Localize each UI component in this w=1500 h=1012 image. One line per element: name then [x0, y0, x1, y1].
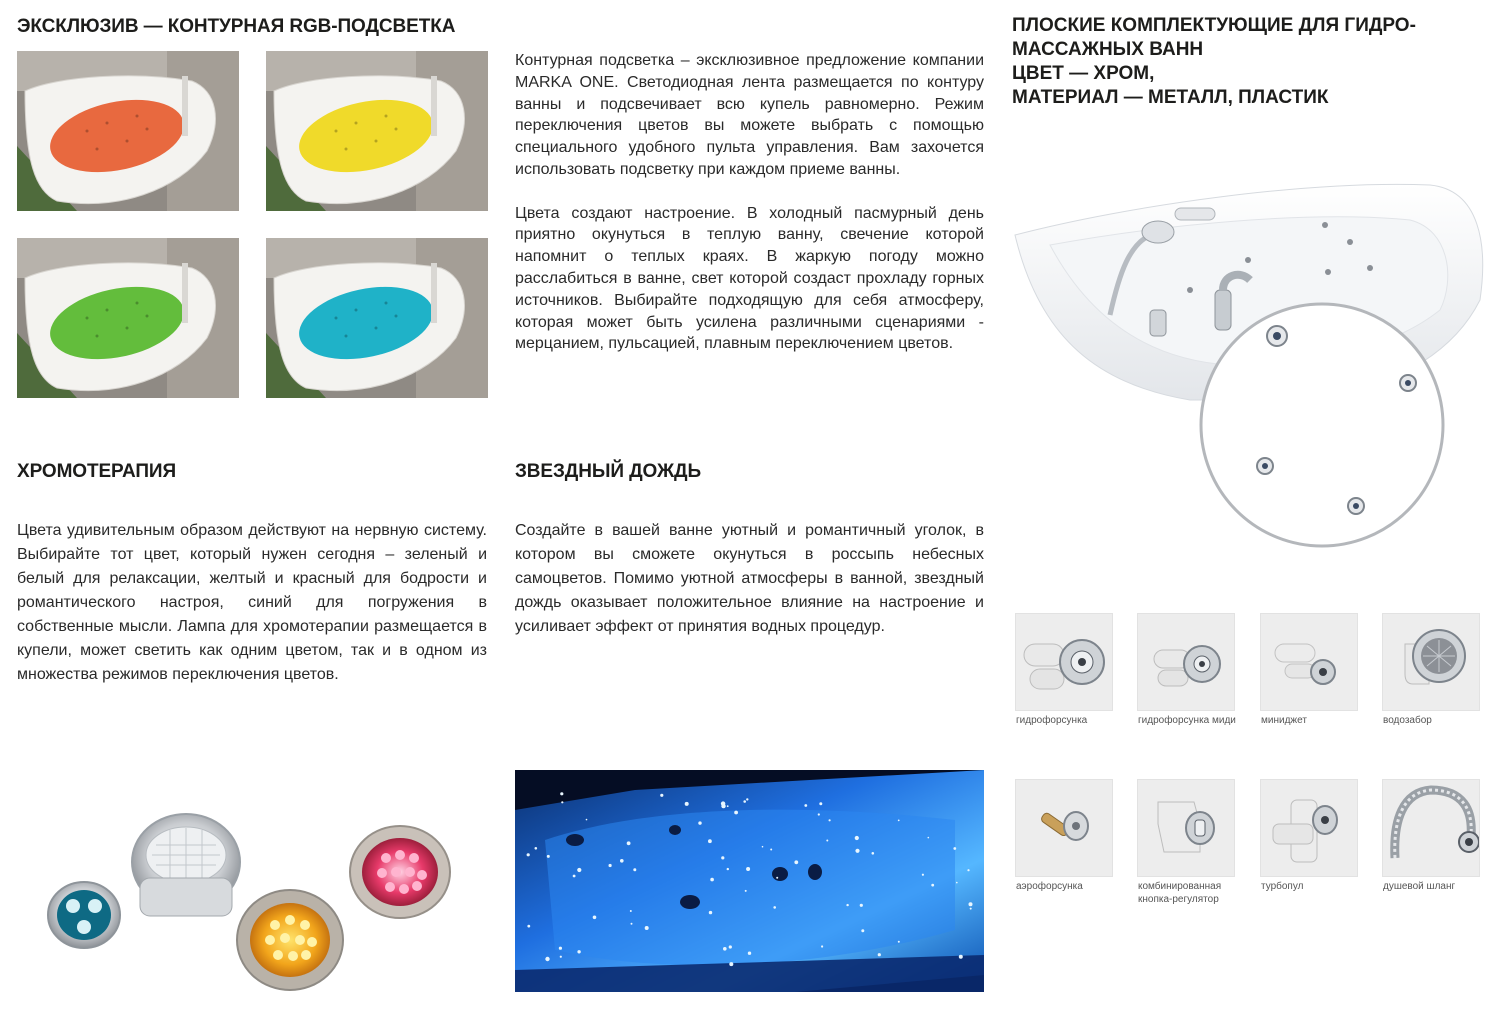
star-light [723, 947, 727, 951]
star-light [804, 804, 807, 807]
star-light [748, 952, 751, 955]
star-light [721, 856, 724, 859]
bath-with-jets-illustration [1010, 150, 1490, 560]
star-light [931, 884, 934, 887]
star-light [547, 855, 550, 858]
component-caption: водозабор [1383, 715, 1432, 726]
chromo-title: ХРОМОТЕРАПИЯ [17, 461, 177, 482]
star-light [855, 836, 859, 840]
star-light [631, 923, 633, 925]
star-light [878, 953, 881, 956]
rgb-bath-thumbnail [17, 238, 239, 398]
star-light [898, 820, 900, 822]
chromotherapy-lamps-image [40, 800, 480, 1000]
star-light [545, 957, 549, 961]
star-light [710, 878, 714, 882]
star-light [773, 906, 776, 909]
star-light [560, 956, 562, 958]
rgb-paragraph-2: Цвета создают настроение. В холодный пасмурный день приятно окунуться в теплую ванну, свечение которой напомнит о теплых краях. В жаркую погоду можно расслабиться в ванне, свет которой создаст прохладу горных источников. Выбирайте подходящую для себя атмосферу, которая может быть усилена различными сценариями - мерцанием, пульсацией, плавным переключением цветов. [515, 204, 984, 353]
star-light [860, 904, 863, 907]
star-light [708, 839, 712, 843]
component-tile [1015, 779, 1113, 877]
minijet-icon [1261, 614, 1357, 710]
starry-rain-photo [515, 770, 984, 992]
star-light [698, 821, 701, 824]
chromo-text: Цвета удивительным образом действуют на нервную систему. Выбирайте тот цвет, который нужен сегодня – зеленый и белый для релаксации, желтый и красный для бодрости и романтического настроя, синий для погружения в собственные мысли. Лампа для хромотерапии размещается в купели, может светить как одним цветом, так и в одном из множества режимов переключения цветов. [17, 522, 487, 683]
component-caption: душевой шланг [1383, 881, 1456, 892]
star-light [727, 868, 729, 870]
component-caption: комбинированная кнопка-регулятор [1138, 881, 1222, 905]
star-light [609, 864, 612, 867]
star-light [922, 874, 924, 876]
star-light [559, 947, 562, 950]
star-light [776, 877, 778, 879]
star-light [721, 801, 725, 805]
star-light [770, 849, 772, 851]
star-light [593, 916, 597, 920]
rgb-bath-thumbnail [17, 51, 239, 211]
star-light [527, 925, 530, 928]
star-light [826, 840, 828, 842]
star-light [746, 867, 750, 871]
star-light [660, 794, 663, 797]
star-light [734, 811, 738, 815]
components-title-line-4: МАТЕРИАЛ — МЕТАЛЛ, ПЛАСТИК [1012, 87, 1329, 108]
star-light [762, 846, 764, 848]
star-light [709, 911, 712, 914]
star-light [729, 962, 733, 966]
component-caption: турбопул [1261, 881, 1304, 892]
component-tile [1015, 613, 1113, 711]
component-tile [1137, 779, 1235, 877]
star-light [577, 868, 581, 872]
component-tile [1260, 613, 1358, 711]
shower-hose-icon [1383, 780, 1479, 876]
combo-button-icon [1138, 780, 1234, 876]
star-light [959, 955, 963, 959]
star-light [818, 813, 820, 815]
star-light [743, 800, 746, 803]
star-light [846, 904, 848, 906]
star-light [746, 798, 748, 800]
star-light [527, 853, 530, 856]
star-light [627, 841, 631, 845]
components-title-line-3: ЦВЕТ — ХРОМ, [1012, 63, 1155, 84]
star-light [861, 929, 864, 932]
star-light [586, 819, 588, 821]
star-light [630, 910, 632, 912]
hydromassage-bath-photo [1010, 150, 1490, 560]
component-caption: гидрофорсунка миди [1138, 715, 1236, 726]
star-light [970, 908, 972, 910]
star-light [855, 849, 859, 853]
component-tile [1382, 613, 1480, 711]
rgb-description [515, 50, 984, 377]
star-light [928, 837, 930, 839]
rgb-bath-thumbnail [266, 51, 488, 211]
star-light [561, 801, 563, 803]
component-tile [1137, 613, 1235, 711]
stars-text: Создайте в вашей ванне уютный и романтичный уголок, в котором вы сможете окунуться в россыпь небесных самоцветов. Помимо уютной атмосферы в ванной, звездный дождь оказывает положительное влияние на настроение и усиливает эффект от принятия водных процедур. [515, 522, 984, 635]
star-light [573, 875, 576, 878]
starry-bath-illustration [515, 770, 984, 992]
star-light [821, 945, 823, 947]
components-title [1012, 14, 1416, 110]
star-light [633, 868, 636, 871]
star-light [685, 802, 689, 806]
rgb-section-title: ЭКСКЛЮЗИВ — КОНТУРНАЯ RGB-ПОДСВЕТКА [17, 16, 456, 37]
water-intake-icon [1383, 614, 1479, 710]
star-light [953, 847, 956, 850]
star-light [620, 859, 624, 863]
rgb-paragraph-1: Контурная подсветка – эксклюзивное предложение компании MARKA ONE. Светодиодная лента размещается по контуру ванны и подсвечивает всю купель равномерно. Режим переключения цветов вы можете выбрать с помощью специального удобного пульта управления. Вам захочется использовать подсветку при каждом приеме ванны. [515, 52, 984, 178]
stars-title: ЗВЕЗДНЫЙ ДОЖДЬ [515, 461, 702, 482]
component-tile [1260, 779, 1358, 877]
star-light [967, 869, 969, 871]
star-light [819, 802, 822, 805]
star-light [794, 860, 798, 864]
chromotherapy-lamps-illustration [40, 800, 480, 1000]
turbopool-icon [1261, 780, 1357, 876]
star-light [969, 902, 973, 906]
aero-nozzle-icon [1016, 780, 1112, 876]
star-light [535, 847, 538, 850]
star-light [577, 950, 580, 953]
star-light [872, 852, 875, 855]
star-light [645, 926, 649, 930]
component-caption: миниджет [1261, 715, 1307, 726]
components-title-line-1: ПЛОСКИЕ КОМПЛЕКТУЮЩИЕ ДЛЯ ГИДРО- [1012, 15, 1416, 36]
star-light [956, 882, 958, 884]
components-title-line-2: МАССАЖНЫХ ВАНН [1012, 39, 1204, 60]
star-light [829, 819, 831, 821]
component-caption: аэрофорсунка [1016, 881, 1083, 892]
rgb-bath-thumbnail [266, 238, 488, 398]
star-light [560, 792, 563, 795]
hydro-nozzle-midi-icon [1138, 614, 1234, 710]
hydro-nozzle-icon [1016, 614, 1112, 710]
component-caption: гидрофорсунка [1016, 715, 1088, 726]
star-light [898, 941, 900, 943]
star-light [729, 945, 732, 948]
star-light [745, 890, 747, 892]
component-tile [1382, 779, 1480, 877]
star-light [727, 805, 729, 807]
